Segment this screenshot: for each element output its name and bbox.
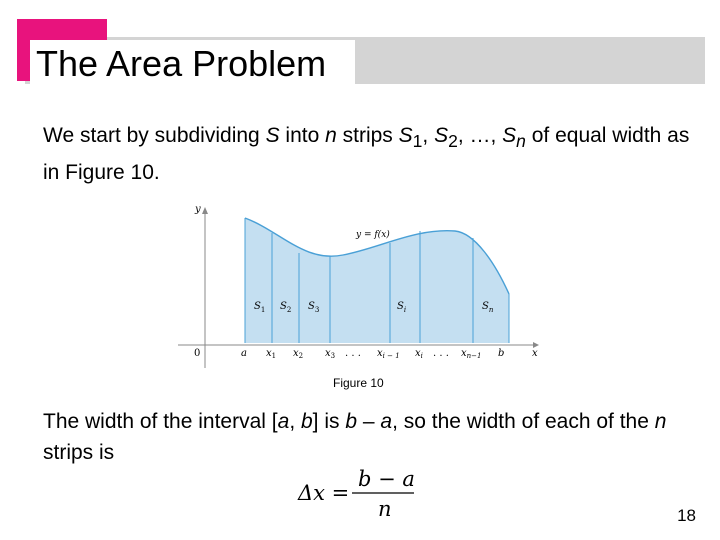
tick-x1: $x_1$ [266, 348, 277, 360]
tick-x2: $x_2$ [293, 348, 304, 360]
text: of equal width as in Figure 10. [43, 124, 690, 185]
y-axis-arrow [202, 207, 208, 214]
text: strips is [43, 441, 115, 464]
var-b: b [345, 410, 358, 433]
text: – [357, 410, 381, 433]
strip-label-s3: $S_3$ [308, 301, 320, 314]
text: into [279, 124, 326, 147]
page-number: 18 [677, 506, 696, 525]
strip-label-s2: $S_2$ [280, 301, 292, 314]
figure-10-diagram [175, 193, 550, 375]
strip-count-n: n [325, 124, 337, 147]
var-a: a [380, 410, 393, 433]
intro-paragraph [43, 120, 693, 188]
tick-xi: $x_i$ [415, 348, 423, 360]
figure-caption: Figure 10 [333, 376, 384, 390]
subscript: 1 [412, 131, 423, 152]
text: , …, [457, 124, 503, 147]
strip-label-s1: $S_1$ [254, 301, 266, 314]
formula-numerator: b − a [358, 467, 415, 491]
y-axis-label: y [195, 204, 201, 215]
slide-title: The Area Problem [36, 43, 327, 84]
var-a: a [277, 410, 290, 433]
tick-xnm1: $x_{n-1}$ [461, 348, 482, 360]
strip-s2: S [434, 124, 449, 147]
subscript: 2 [448, 131, 458, 152]
strip-s1: S [398, 124, 413, 147]
text: , [289, 410, 301, 433]
formula-lhs: Δx = [298, 481, 350, 505]
region-s: S [265, 124, 280, 147]
strip-label-sn: $S_n$ [482, 301, 494, 314]
tick-xim1: $x_{i - 1}$ [377, 348, 400, 360]
text: , [422, 124, 435, 147]
x-axis-label: x [532, 348, 538, 359]
strip-label-si: $S_i$ [397, 301, 407, 314]
formula-denominator: n [378, 497, 392, 521]
curve-label: y = f(x) [356, 230, 390, 240]
tick-dots-2: . . . [433, 348, 449, 359]
subscript: n [516, 131, 526, 152]
text: ] is [312, 410, 346, 433]
tick-b: b [498, 348, 505, 359]
text: , so the width of each of the [392, 410, 655, 433]
strip-count-n: n [654, 410, 667, 433]
text: strips [336, 124, 399, 147]
strip-sn: S [502, 124, 517, 147]
text: The width of the interval [ [43, 410, 278, 433]
text: We start by subdividing [43, 124, 266, 147]
tick-dots-1: . . . [345, 348, 361, 359]
var-b: b [300, 410, 313, 433]
tick-a: a [241, 348, 247, 359]
tick-x3: $x_3$ [325, 348, 336, 360]
origin-label: 0 [194, 348, 201, 359]
delta-x-formula [290, 458, 430, 524]
